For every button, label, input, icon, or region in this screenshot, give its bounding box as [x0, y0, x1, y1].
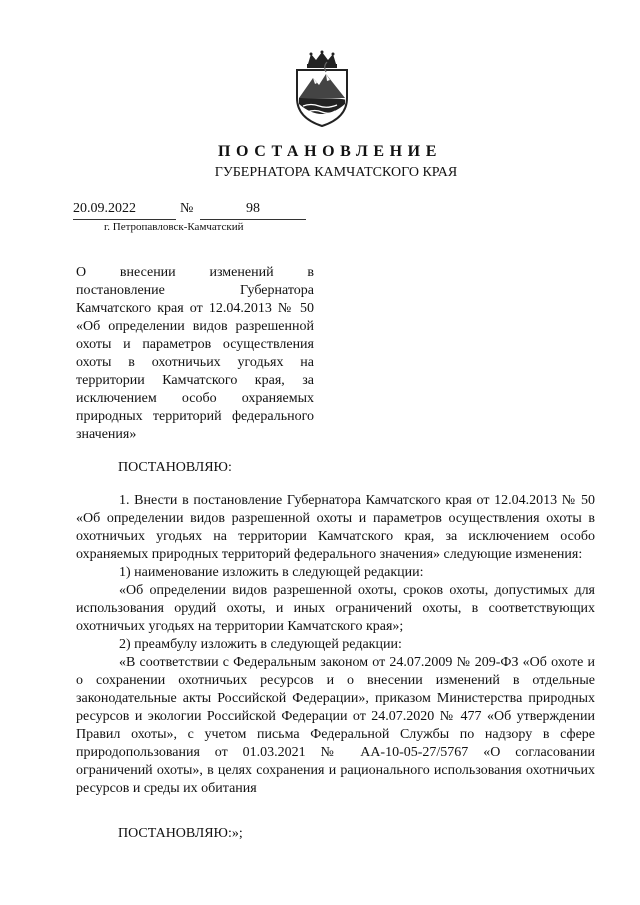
document-number: 98 [246, 201, 260, 216]
document-title: ПОСТАНОВЛЕНИЕ [218, 143, 442, 160]
body-paragraph-4: 2) преамбулу изложить в следующей редакции: [119, 637, 402, 652]
date-underline [73, 219, 176, 220]
document-date: 20.09.2022 [73, 201, 136, 216]
decree-heading: ПОСТАНОВЛЯЮ: [118, 460, 232, 475]
kamchatka-coat-of-arms-icon [291, 50, 353, 128]
body-paragraph-2: 1) наименование изложить в следующей редакции: [119, 565, 424, 580]
body-paragraph-1: 1. Внести в постановление Губернатора Камчатского края от 12.04.2013 № 50 «Об определении видов разрешенной охоты и параметров осуществления охоты в охотничьих угодьях на территории Камчатского края, за исключением особо охраняемых природных территорий федерального значения» следующие изменения: [76, 493, 595, 562]
document-body [76, 492, 595, 798]
document-subject: О внесении изменений в постановление Губернатора Камчатского края от 12.04.2013 № 50 «Об определении видов разрешенной охоты и параметров осуществления охоты в охотничьих угодьях на территории Камчатского края, за исключением особо охраняемых природных территорий федерального значения» [76, 265, 314, 442]
document-subtitle: ГУБЕРНАТОРА КАМЧАТСКОГО КРАЯ [214, 165, 458, 180]
number-underline [200, 219, 306, 220]
number-sign: № [180, 201, 194, 216]
body-paragraph-3: «Об определении видов разрешенной охоты, сроков охоты, допустимых для использования орудий охоты, и иных ограничений охоты, в соответствующих охотничьих угодьях на территории Камчатского края»; [76, 583, 595, 634]
body-paragraph-5: «В соответствии с Федеральным законом от 24.07.2009 № 209-ФЗ «Об охоте и о сохранении охотничьих ресурсов и о внесении изменений в отдельные законодательные акты Российской Федерации», приказом Министерства природных ресурсов и экологии Российской Федерации от 24.07.2020 № 477 «Об утверждении Правил охоты», с учетом письма Федеральной Службы по надзору в сфере природопользования от 01.03.2021 № АА-10-05-27/5767 «О согласовании ограничений охоты», в целях сохранения и рационального использования охотничьих ресурсов и среды их обитания [76, 655, 595, 796]
document-city: г. Петропавловск-Камчатский [104, 221, 244, 233]
decree-closing: ПОСТАНОВЛЯЮ:»; [118, 826, 243, 841]
